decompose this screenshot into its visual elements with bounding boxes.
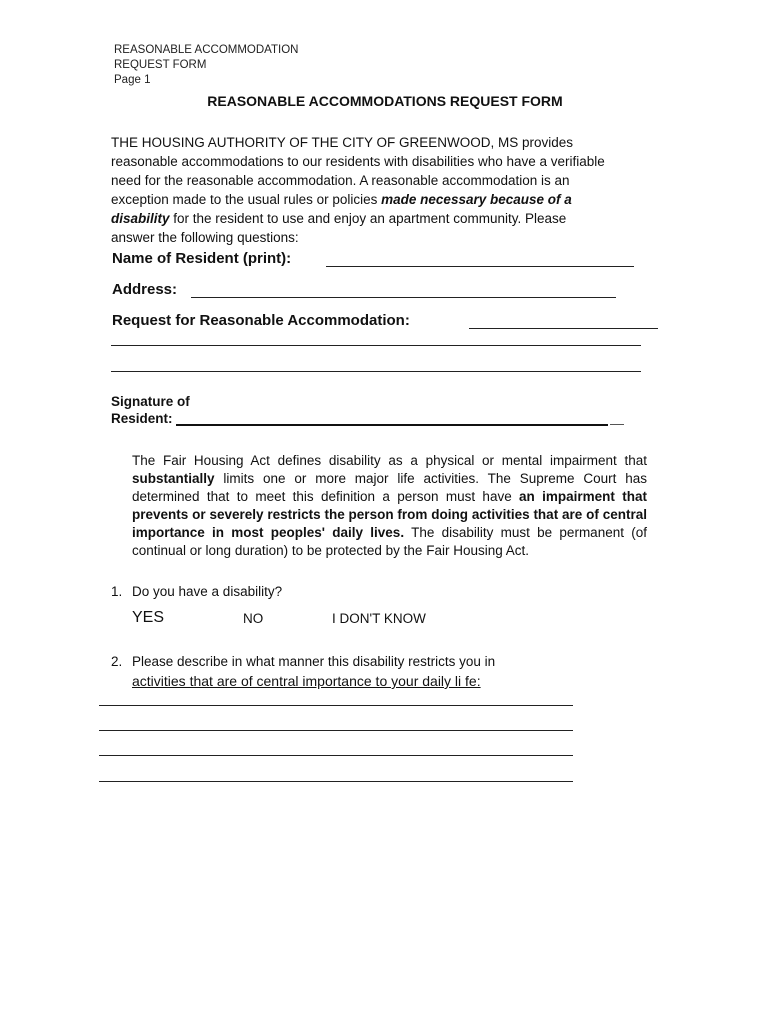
intro-paragraph [111, 133, 611, 247]
header-line-2: REQUEST FORM [114, 59, 207, 71]
signature-label-line-1: Signature of [111, 394, 190, 409]
q1-text: Do you have a disability? [132, 584, 283, 599]
fha-text-2: limits one or more major life activities. The Supreme Court has determined that to meet this definition a person must have [132, 471, 647, 504]
q2-answer-line-3[interactable] [99, 740, 573, 756]
fha-bold-2: an impairment that prevents or severely restricts the person from doing activities that are of central importance in most peoples' daily lives. [132, 489, 647, 540]
request-field-label: Request for Reasonable Accommodation: [112, 312, 410, 329]
fha-text-3: The disability must be permanent (of continual or long duration) to be protected by the Fair Housing Act. [132, 525, 647, 558]
q1-option-yes[interactable]: YES [132, 609, 165, 626]
intro-emphasis: made necessary because of a disability [111, 192, 572, 226]
fair-housing-paragraph [132, 452, 647, 560]
fha-text-1: The Fair Housing Act defines disability as a physical or mental impairment that [132, 453, 647, 468]
q2-number: 2. [111, 654, 123, 669]
intro-text-2: for the resident to use and enjoy an apartment community. Please answer the following questions: [111, 211, 567, 245]
name-field-label: Name of Resident (print): [112, 250, 292, 267]
intro-text-1: THE HOUSING AUTHORITY OF THE CITY OF GREENWOOD, MS provides reasonable accommodations to our residents with disabilities who have a verifiable need for the reasonable accommodation. A reasonable accommodation is an exception made to the usual rules or policies [111, 135, 605, 207]
request-field-line-1[interactable] [469, 312, 658, 329]
signature-label-line-2: Resident: [111, 411, 173, 426]
q1-option-no[interactable]: NO [243, 611, 264, 626]
form-title: REASONABLE ACCOMMODATIONS REQUEST FORM [207, 93, 563, 109]
page-number: 1 [144, 74, 151, 86]
q2-text-line-1: Please describe in what manner this disability restricts you in [132, 654, 496, 669]
q2-answer-line-2[interactable] [99, 715, 573, 731]
q2-answer-line-4[interactable] [99, 766, 573, 782]
q1-number: 1. [111, 584, 123, 599]
address-field-label: Address: [112, 281, 178, 298]
request-field-line-2[interactable] [111, 329, 641, 346]
form-header [114, 43, 298, 88]
signature-line[interactable] [176, 409, 608, 426]
q2-answer-line-1[interactable] [99, 690, 573, 706]
name-field-line[interactable] [326, 250, 634, 267]
fha-bold-1: substantially [132, 471, 215, 486]
q2-text-line-2: activities that are of central importance to your daily li fe: [132, 673, 481, 689]
address-field-line[interactable] [191, 281, 616, 298]
signature-line-tail [610, 409, 624, 425]
page-indicator [114, 73, 298, 88]
request-field-line-3[interactable] [111, 355, 641, 372]
page-label: Page [114, 74, 141, 86]
q1-option-dont-know[interactable]: I DON'T KNOW [332, 611, 426, 626]
header-line-1: REASONABLE ACCOMMODATION [114, 44, 299, 56]
